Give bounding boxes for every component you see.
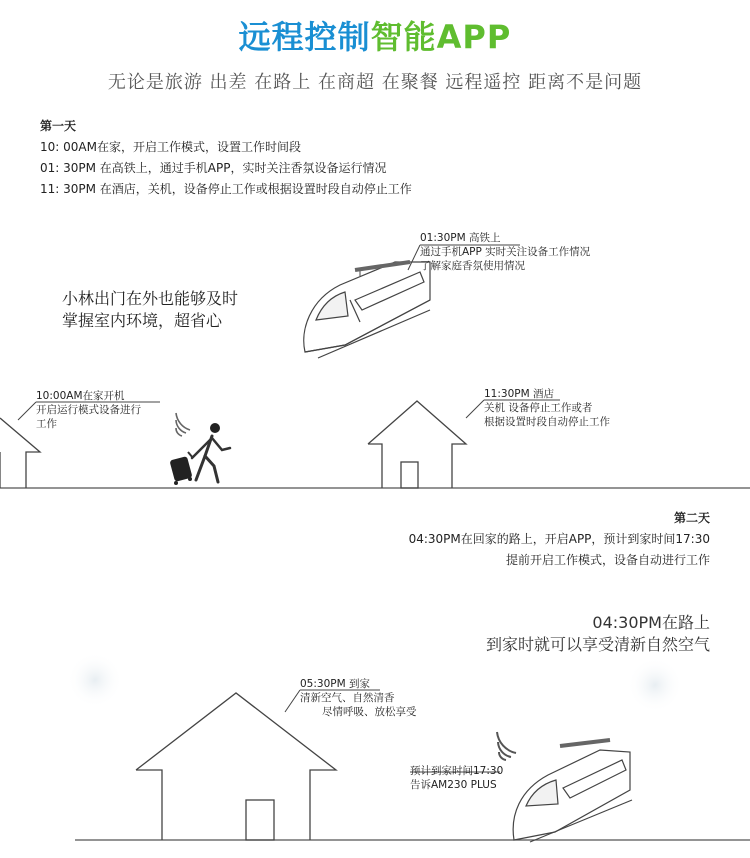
home-note-title: 10:00AM在家开机 [36, 390, 125, 402]
arrival-note [300, 677, 417, 719]
hotel-note [484, 387, 610, 429]
train-day2-note-line: 预计到家时间17:30 [410, 765, 504, 777]
arrival-note-line: 清新空气、自然清香 [300, 692, 395, 704]
train-note-line: 通过手机APP 实时关注设备工作情况 [420, 246, 591, 258]
home-house-icon [0, 418, 40, 488]
day1-slogan-line: 掌握室内环境，超省心 [62, 311, 223, 330]
hotel-note-title: 11:30PM 酒店 [484, 388, 554, 400]
day1-line: 10: 00AM在家，开启工作模式，设置工作时间段 [40, 140, 301, 154]
day2-slogan [486, 612, 710, 656]
day2-slogan-line: 04:30PM在路上 [592, 613, 710, 632]
day2-heading: 第二天 [673, 511, 710, 525]
wifi-signal-icon-day2 [497, 732, 516, 760]
day2-schedule [409, 508, 710, 571]
page-subtitle: 无论是旅游 出差 在路上 在商超 在聚餐 远程遥控 距离不是问题 [107, 72, 643, 93]
train-icon [304, 262, 430, 358]
arrival-note-line: 尽情呼吸、放松享受 [322, 706, 417, 718]
day2-line: 04:30PM在回家的路上，开启APP，预计到家时间17:30 [408, 532, 710, 546]
home-note [36, 389, 141, 431]
train-day2-note [410, 764, 503, 792]
hotel-house-icon [368, 401, 466, 488]
home-note-line: 开启运行模式设备进行 [36, 404, 141, 416]
day1-slogan-line: 小林出门在外也能够及时 [62, 289, 239, 308]
train-note [420, 231, 590, 273]
title-part-smart-app: 智能APP [370, 18, 512, 56]
train-icon-day2 [513, 740, 632, 842]
train-note-title: 01:30PM 高铁上 [420, 232, 501, 244]
home-note-line: 工作 [36, 418, 57, 430]
hotel-note-line: 关机 设备停止工作或者 [484, 402, 593, 414]
train-note-line: 了解家庭香氛使用情况 [420, 260, 525, 272]
day2-line: 提前开启工作模式，设备自动进行工作 [505, 553, 710, 567]
arrival-note-pointer [285, 690, 300, 712]
hotel-note-pointer [466, 400, 484, 418]
day1-heading: 第一天 [40, 119, 77, 133]
title-part-remote-control: 远程控制 [238, 18, 371, 56]
day1-line: 01: 30PM 在高铁上，通过手机APP，实时关注香氛设备运行情况 [40, 161, 387, 175]
wifi-signal-icon [176, 413, 190, 436]
hotel-note-line: 根据设置时段自动停止工作 [484, 416, 610, 428]
train-day2-note-line: 告诉AM230 PLUS [410, 779, 497, 791]
day2-slogan-line: 到家时就可以享受清新自然空气 [485, 635, 710, 654]
day1-line: 11: 30PM 在酒店，关机，设备停止工作或根据设置时段自动停止工作 [40, 182, 412, 196]
home-note-pointer [18, 402, 36, 420]
arrival-note-title: 05:30PM 到家 [300, 678, 370, 690]
traveler-icon [169, 423, 230, 485]
